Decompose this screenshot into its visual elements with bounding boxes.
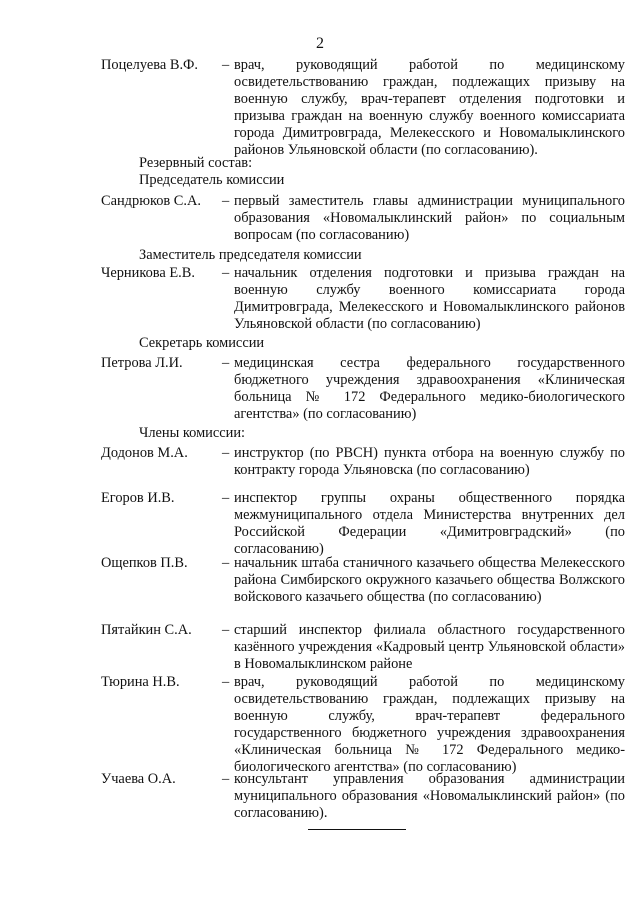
entry-dash: – (222, 490, 230, 506)
chair-heading: Председатель комиссии (139, 172, 285, 188)
entry-description: врач, руководящий работой по медицинскому освидетельствованию граждан, подлежащих призыву на военную службу, врач-терапевт отделения подготовки и призыва граждан на военную службу военного комиссариата города Димитровграда, Мелекесского и Новомалыклинского районов Ульяновской области (по согласованию). (234, 57, 625, 158)
entry-sandryukov (101, 193, 625, 244)
entry-description: первый заместитель главы администрации муниципального образования «Новомалыклинский район» по социальным вопросам (по согласованию) (234, 193, 625, 243)
member-uchaeva (101, 771, 625, 822)
entry-name: Поцелуева В.Ф. (101, 57, 199, 73)
entry-dash: – (222, 555, 230, 571)
reserve-heading: Резервный состав: (139, 155, 253, 171)
entry-name: Ощепков П.В. (101, 555, 188, 571)
entry-name: Тюрина Н.В. (101, 674, 180, 690)
entry-name: Додонов М.А. (101, 445, 188, 461)
entry-dash: – (222, 445, 230, 461)
entry-dash: – (222, 355, 230, 371)
entry-dash: – (222, 193, 230, 209)
entry-description: инструктор (по РВСН) пункта отбора на военную службу по контракту города Ульяновска (по согласованию) (234, 445, 625, 478)
entry-chernikova (101, 265, 625, 333)
entry-description: начальник отделения подготовки и призыва граждан на военную службу военного комиссариата города Димитровграда, Мелекесского и Новомалыклинского районов Ульяновской области (по согласованию) (234, 265, 625, 332)
entry-name: Сандрюков С.А. (101, 193, 201, 209)
end-separator-line (308, 829, 406, 830)
entry-description: начальник штаба станичного казачьего общества Мелекесского района Симбирского окружного казачьего общества Волжского войскового казачьего общества (по согласованию) (234, 555, 625, 605)
entry-dash: – (222, 771, 230, 787)
entry-dash: – (222, 622, 230, 638)
entry-description: старший инспектор филиала областного государственного казённого учреждения «Кадровый центр Ульяновской области» в Новомалыклинском районе (234, 622, 625, 672)
entry-dash: – (222, 265, 230, 281)
entry-name: Петрова Л.И. (101, 355, 183, 371)
member-tyurina (101, 674, 625, 776)
entry-name: Черникова Е.В. (101, 265, 195, 281)
secretary-heading: Секретарь комиссии (139, 335, 265, 351)
member-oshchepkov (101, 555, 625, 606)
deputy-heading: Заместитель председателя комиссии (139, 247, 362, 263)
member-pyataikin (101, 622, 625, 673)
entry-petrova (101, 355, 625, 423)
page-number: 2 (316, 35, 324, 52)
entry-description: инспектор группы охраны общественного порядка межмуниципального отдела Министерства внутренних дел Российской Федерации «Димитровградский» (по согласованию) (234, 490, 625, 557)
entry-dash: – (222, 57, 230, 73)
members-heading: Члены комиссии: (139, 425, 246, 441)
entry-name: Учаева О.А. (101, 771, 176, 787)
entry-description: врач, руководящий работой по медицинскому освидетельствованию граждан, подлежащих призыву на военную службу, врач-терапевт федерального государственного бюджетного учреждения здравоохранения «Клиническая больница № 172 Федерального медико-биологического агентства» (по согласованию) (234, 674, 625, 775)
entry-dash: – (222, 674, 230, 690)
member-dodonov (101, 445, 625, 479)
entry-description: консультант управления образования администрации муниципального образования «Новомалыклинский район» (по согласованию). (234, 771, 625, 821)
entry-potseluyeva (101, 57, 625, 159)
entry-name: Пятайкин С.А. (101, 622, 192, 638)
member-egorov (101, 490, 625, 558)
entry-name: Егоров И.В. (101, 490, 175, 506)
entry-description: медицинская сестра федерального государственного бюджетного учреждения здравоохранения «Клиническая больница № 172 Федерального медико-биологического агентства» (по согласованию) (234, 355, 625, 422)
